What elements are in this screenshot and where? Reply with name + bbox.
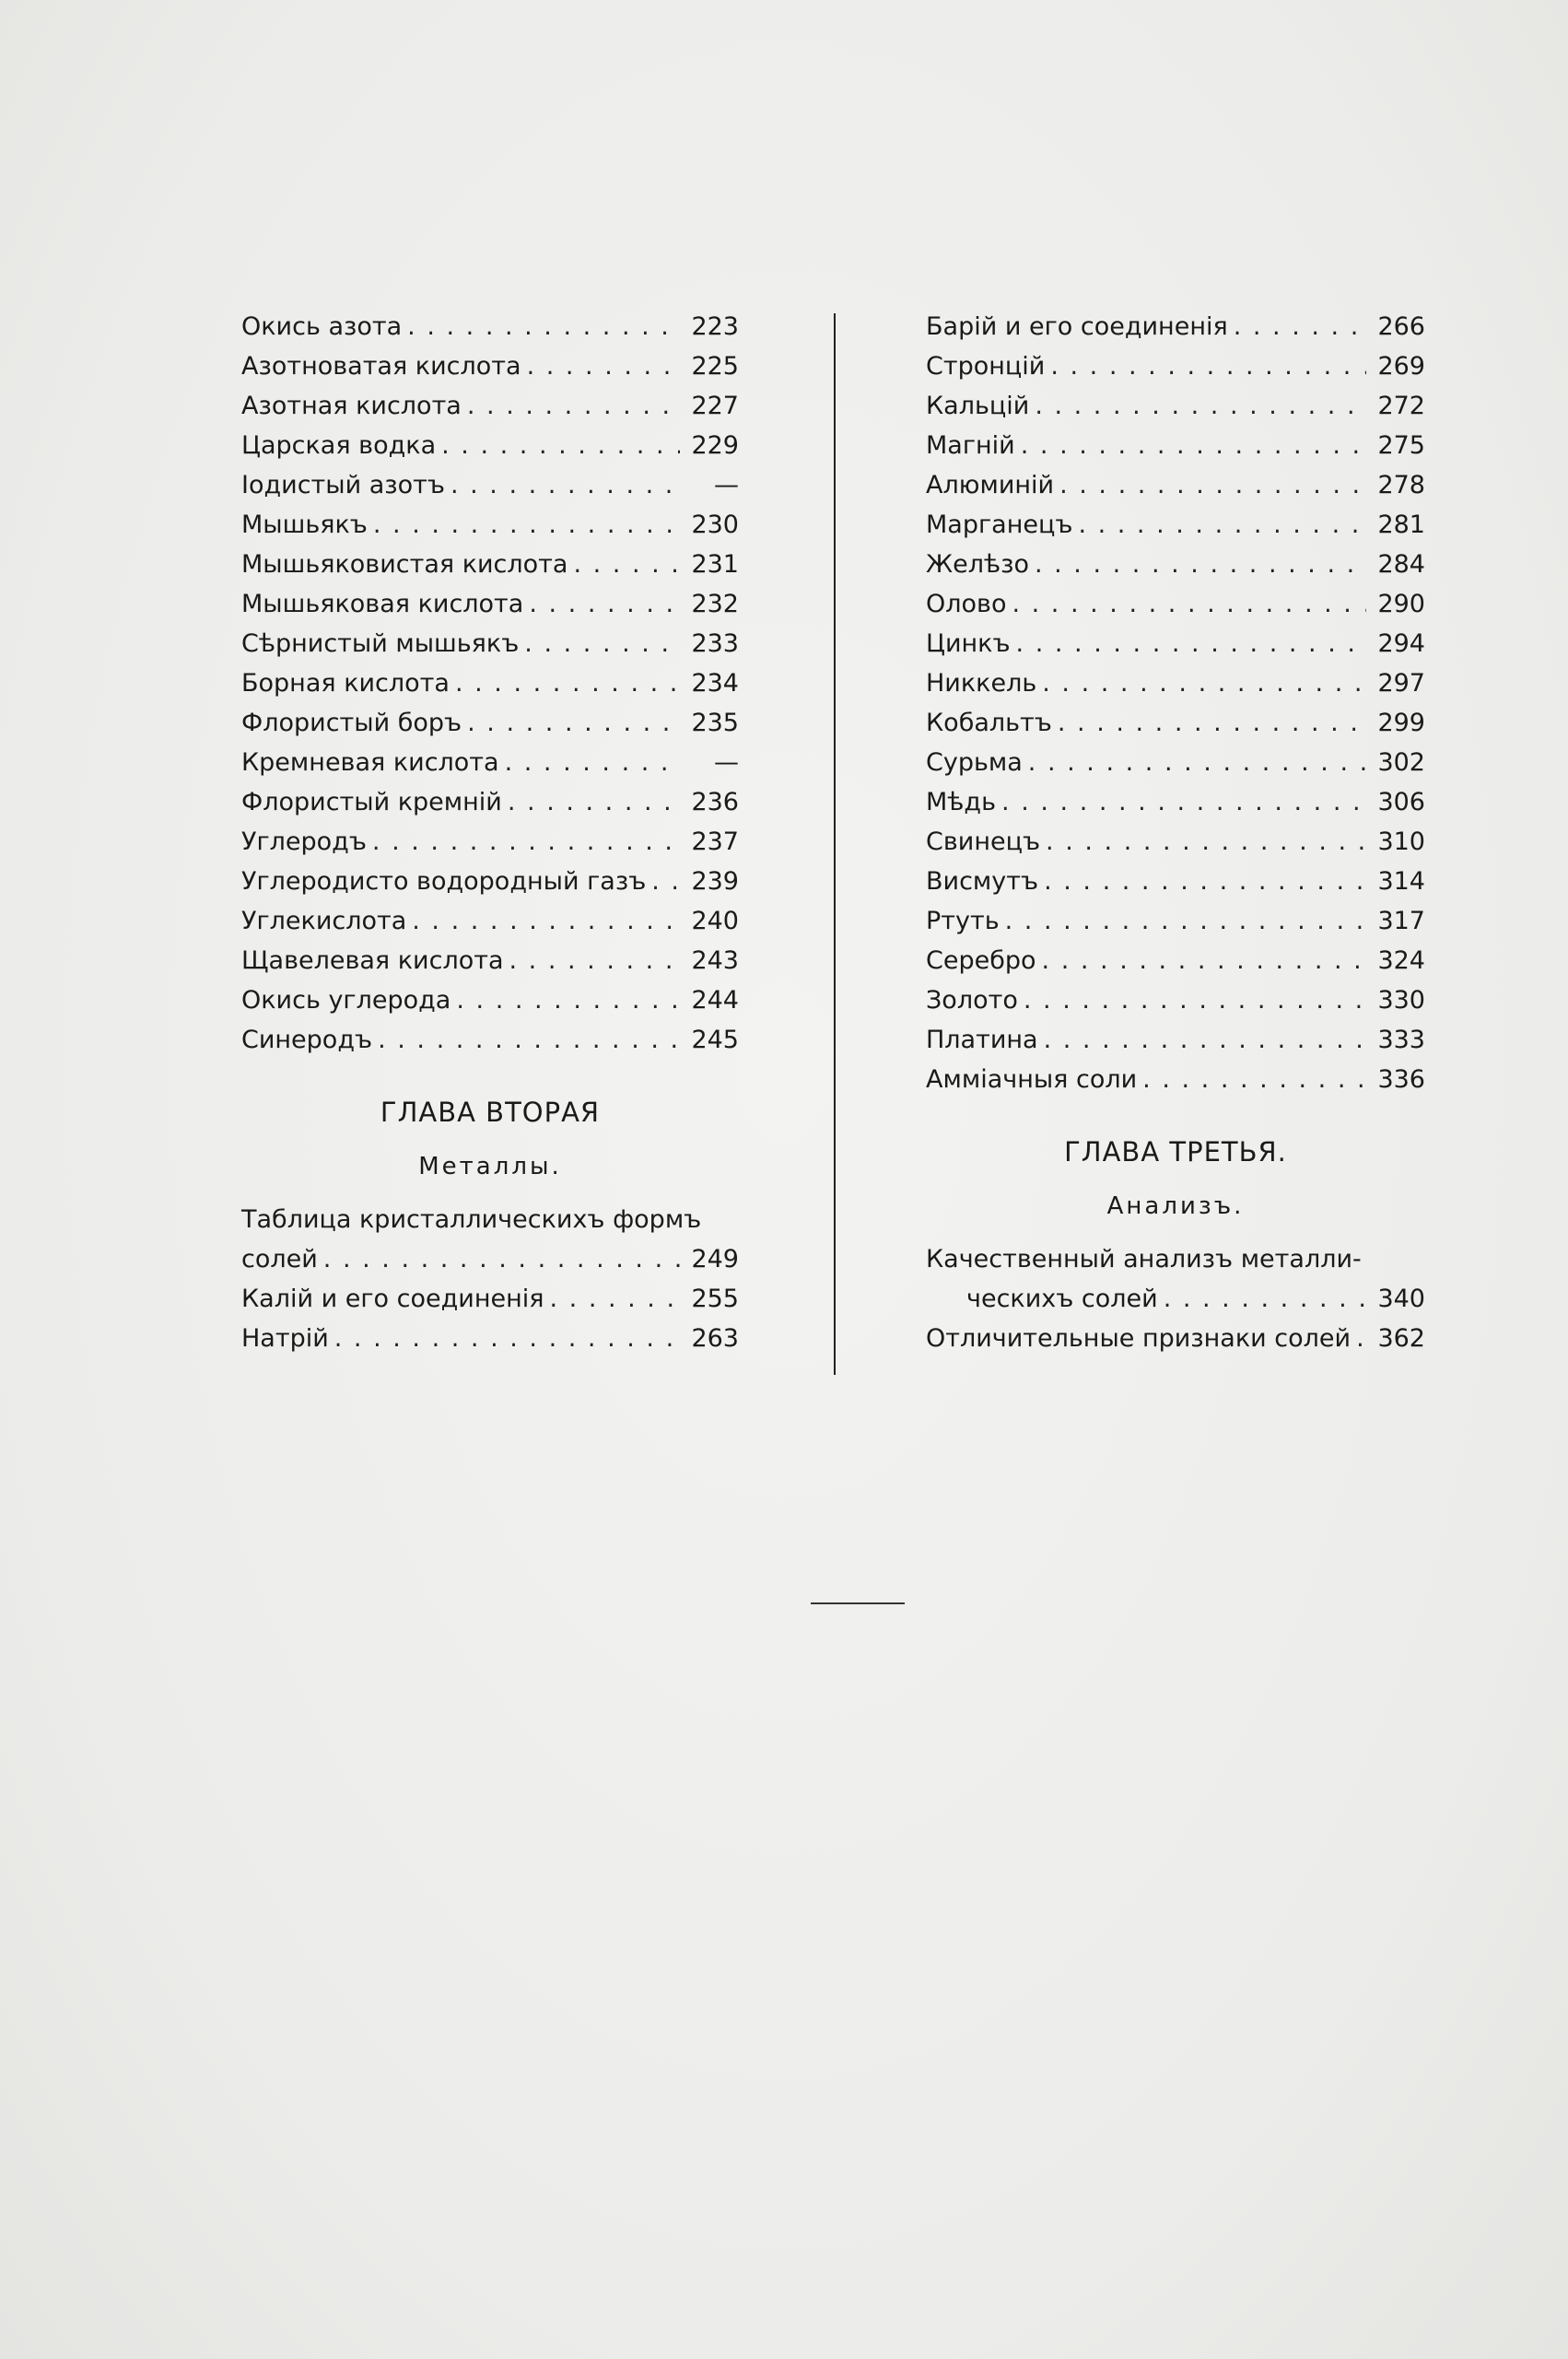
toc-entry[interactable] <box>926 465 1425 505</box>
toc-entry-distinct-signs[interactable] <box>926 1319 1425 1358</box>
dot-leader <box>407 307 680 346</box>
toc-entry[interactable] <box>241 822 739 862</box>
toc-entry-page: 225 <box>691 352 739 381</box>
toc-entry[interactable] <box>241 346 739 386</box>
dot-leader <box>467 703 680 743</box>
toc-entry-title: Отличительные признаки солей <box>926 1324 1352 1353</box>
dot-leader <box>573 545 680 584</box>
toc-entry-page: 239 <box>691 867 739 896</box>
dot-leader <box>529 584 680 624</box>
toc-entry-page: 244 <box>691 986 739 1015</box>
dot-leader <box>1078 505 1366 545</box>
dot-leader <box>1005 901 1366 941</box>
toc-entry-title: Золото <box>926 986 1018 1015</box>
dot-leader <box>1024 980 1366 1020</box>
toc-entry[interactable] <box>926 386 1425 426</box>
dot-leader <box>1356 1319 1366 1358</box>
toc-entry-page: 269 <box>1377 352 1425 381</box>
toc-entry-title: Мышьякъ <box>241 511 368 539</box>
toc-entry-page: 275 <box>1377 431 1425 460</box>
toc-entry-page: 297 <box>1377 669 1425 698</box>
toc-entry-page: 317 <box>1377 907 1425 935</box>
toc-entry[interactable] <box>241 703 739 743</box>
toc-entry-title: Царская водка <box>241 431 437 460</box>
toc-entry-page: 234 <box>691 669 739 698</box>
dot-leader <box>456 980 680 1020</box>
toc-entry[interactable] <box>241 505 739 545</box>
dot-leader <box>1050 346 1366 386</box>
end-rule <box>811 1602 905 1604</box>
dot-leader <box>1028 743 1366 782</box>
toc-entry-page: 310 <box>1377 827 1425 856</box>
toc-entry-title: Углеродъ <box>241 827 367 856</box>
dot-leader <box>1044 1020 1366 1060</box>
dot-leader <box>1234 307 1366 346</box>
dot-leader <box>508 782 680 822</box>
dot-leader <box>334 1319 680 1358</box>
toc-entry-page: 232 <box>691 590 739 618</box>
toc-entry-page: 340 <box>1377 1285 1425 1313</box>
toc-entry-page: 281 <box>1377 511 1425 539</box>
dot-leader <box>524 624 680 663</box>
dot-leader <box>412 901 680 941</box>
toc-entry[interactable] <box>926 545 1425 584</box>
dot-leader <box>372 822 680 862</box>
dot-leader <box>651 862 680 901</box>
toc-entry[interactable] <box>241 663 739 703</box>
dot-leader <box>1044 862 1366 901</box>
toc-entry-page: 243 <box>691 946 739 975</box>
dot-leader <box>455 663 680 703</box>
toc-entry-crystal-table[interactable] <box>241 1200 739 1279</box>
toc-entry-title: Іодистый азотъ <box>241 471 445 499</box>
chapter-heading-second: ГЛАВА ВТОРАЯ <box>380 1097 601 1128</box>
toc-entry-page: — <box>714 748 739 777</box>
toc-entry[interactable] <box>241 782 739 822</box>
toc-entry-page: 278 <box>1377 471 1425 499</box>
toc-entry-page: 263 <box>691 1324 739 1353</box>
dot-leader <box>1042 663 1366 703</box>
toc-entry[interactable] <box>926 980 1425 1020</box>
toc-entry[interactable] <box>241 941 739 980</box>
toc-entry-kaliy[interactable] <box>241 1279 739 1319</box>
toc-entry-title: Сурьма <box>926 748 1023 777</box>
toc-entry[interactable] <box>926 426 1425 465</box>
toc-left-column <box>241 307 739 1358</box>
toc-entry-page: 302 <box>1377 748 1425 777</box>
toc-entry[interactable] <box>926 307 1425 346</box>
toc-entry[interactable] <box>926 1020 1425 1060</box>
toc-entry-page: 230 <box>691 511 739 539</box>
toc-entry-title: Калій и его соединенія <box>241 1285 544 1313</box>
toc-entry-title: Никкель <box>926 669 1037 698</box>
dot-leader <box>378 1020 680 1060</box>
toc-entry-page: 299 <box>1377 709 1425 737</box>
toc-entry-title: Кобальтъ <box>926 709 1052 737</box>
toc-entry-title: Цинкъ <box>926 629 1011 658</box>
dot-leader <box>1035 386 1366 426</box>
toc-entry[interactable] <box>926 782 1425 822</box>
toc-entry[interactable] <box>926 743 1425 782</box>
toc-entry-title: Углекислота <box>241 907 407 935</box>
toc-entry-page: 272 <box>1377 392 1425 420</box>
toc-entry[interactable] <box>926 822 1425 862</box>
toc-entry-title: Мышьяковистая кислота <box>241 550 568 579</box>
toc-entry-title: Азотноватая кислота <box>241 352 521 381</box>
toc-entry[interactable] <box>926 505 1425 545</box>
dot-leader <box>505 743 680 782</box>
toc-entry-title: Азотная кислота <box>241 392 462 420</box>
toc-entry-page: 227 <box>691 392 739 420</box>
dot-leader <box>1042 941 1366 980</box>
dot-leader <box>527 346 680 386</box>
toc-entry-title: Олово <box>926 590 1007 618</box>
dot-leader <box>549 1279 680 1319</box>
toc-entry[interactable] <box>926 703 1425 743</box>
toc-entry-title: Натрій <box>241 1324 329 1353</box>
toc-entry-page: 324 <box>1377 946 1425 975</box>
toc-entry-page: 362 <box>1377 1324 1425 1353</box>
toc-entry-page: 333 <box>1377 1026 1425 1054</box>
toc-entry-page: 237 <box>691 827 739 856</box>
toc-entry-page: 294 <box>1377 629 1425 658</box>
toc-entry[interactable] <box>241 426 739 465</box>
dot-leader <box>373 505 680 545</box>
toc-entry-title: Щавелевая кислота <box>241 946 504 975</box>
toc-entry[interactable] <box>926 624 1425 663</box>
toc-entry[interactable] <box>926 663 1425 703</box>
toc-entry[interactable] <box>241 584 739 624</box>
column-divider <box>834 313 836 1375</box>
toc-entry-title-line2: ческихъ солей <box>966 1285 1158 1313</box>
toc-entry-title: Алюминій <box>926 471 1055 499</box>
toc-entry-page: 229 <box>691 431 739 460</box>
toc-entry-title: Барій и его соединенія <box>926 312 1228 341</box>
dot-leader <box>509 941 680 980</box>
toc-entry[interactable] <box>241 901 739 941</box>
toc-right-column <box>926 307 1425 1358</box>
toc-entry[interactable] <box>926 1060 1425 1099</box>
toc-entry-title-line2: солей <box>241 1245 318 1273</box>
toc-entry-title: Ртуть <box>926 907 1000 935</box>
dot-leader <box>1001 782 1366 822</box>
toc-entry-title: Сѣрнистый мышьякъ <box>241 629 520 658</box>
dot-leader <box>467 386 680 426</box>
toc-entry[interactable] <box>241 862 739 901</box>
toc-entry-page: 223 <box>691 312 739 341</box>
toc-entry-page: 235 <box>691 709 739 737</box>
dot-leader <box>1164 1279 1366 1319</box>
toc-entry-page: 266 <box>1377 312 1425 341</box>
toc-entry-title: Флористый кремній <box>241 788 502 816</box>
toc-entry[interactable] <box>926 941 1425 980</box>
toc-entry[interactable] <box>926 346 1425 386</box>
toc-entry[interactable] <box>926 862 1425 901</box>
toc-entry-title: Борная кислота <box>241 669 450 698</box>
dot-leader <box>1035 545 1366 584</box>
toc-entry-page: — <box>714 471 739 499</box>
dot-leader <box>1046 822 1366 862</box>
toc-entry-title: Желѣзо <box>926 550 1029 579</box>
toc-entry[interactable] <box>241 307 739 346</box>
toc-entry[interactable] <box>241 545 739 584</box>
toc-entry-title: Серебро <box>926 946 1036 975</box>
toc-entry-title: Кальцій <box>926 392 1030 420</box>
toc-entry-page: 255 <box>691 1285 739 1313</box>
toc-entry-title: Стронцій <box>926 352 1046 381</box>
section-heading-analysis: Анализъ. <box>1106 1192 1245 1220</box>
toc-entry[interactable] <box>241 465 739 505</box>
toc-entry-page: 236 <box>691 788 739 816</box>
section-heading-metals: Металлы. <box>418 1153 562 1180</box>
dot-leader <box>1016 624 1366 663</box>
toc-entry[interactable] <box>926 901 1425 941</box>
toc-entry-title: Магній <box>926 431 1015 460</box>
toc-entry-title-line1: Таблица кристаллическихъ формъ <box>241 1205 702 1234</box>
chapter-heading-third: ГЛАВА ТРЕТЬЯ. <box>1064 1136 1287 1168</box>
dot-leader <box>1142 1060 1366 1099</box>
toc-entry-page: 245 <box>691 1026 739 1054</box>
toc-left-entry-list <box>241 307 739 1060</box>
toc-entry-title: Синеродъ <box>241 1026 373 1054</box>
toc-entry-page: 306 <box>1377 788 1425 816</box>
dot-leader <box>441 426 680 465</box>
toc-entry-title: Марганецъ <box>926 511 1073 539</box>
toc-entry-title: Свинецъ <box>926 827 1041 856</box>
toc-entry-page: 233 <box>691 629 739 658</box>
toc-entry[interactable] <box>241 624 739 663</box>
toc-entry-page: 240 <box>691 907 739 935</box>
toc-entry-page: 284 <box>1377 550 1425 579</box>
dot-leader <box>1012 584 1366 624</box>
dot-leader <box>451 465 680 505</box>
toc-entry-title: Мышьяковая кислота <box>241 590 524 618</box>
toc-entry-page: 314 <box>1377 867 1425 896</box>
dot-leader <box>1021 426 1366 465</box>
toc-entry-page: 290 <box>1377 590 1425 618</box>
toc-entry-title: Углеродисто водородный газъ <box>241 867 647 896</box>
toc-entry-page: 249 <box>691 1245 739 1273</box>
toc-entry-page: 231 <box>691 550 739 579</box>
toc-entry[interactable] <box>926 584 1425 624</box>
toc-entry-title: Флористый боръ <box>241 709 462 737</box>
toc-entry-qualitative-analysis[interactable] <box>926 1239 1425 1319</box>
toc-entry-page: 330 <box>1377 986 1425 1015</box>
dot-leader <box>1058 703 1366 743</box>
toc-entry-title: Платина <box>926 1026 1038 1054</box>
toc-entry-title: Окись углерода <box>241 986 451 1015</box>
toc-entry-page: 336 <box>1377 1065 1425 1094</box>
toc-entry-title-line1: Качественный анализъ металли- <box>926 1245 1362 1273</box>
toc-entry-title: Кремневая кислота <box>241 748 499 777</box>
toc-right-entry-list <box>926 307 1425 1099</box>
toc-entry-natriy[interactable] <box>241 1319 739 1358</box>
dot-leader <box>1059 465 1366 505</box>
toc-entry-title: Аммiачныя соли <box>926 1065 1138 1094</box>
toc-entry-title: Висмутъ <box>926 867 1039 896</box>
toc-entry-title: Мѣдь <box>926 788 997 816</box>
toc-entry[interactable] <box>241 743 739 782</box>
toc-entry[interactable] <box>241 1020 739 1060</box>
dot-leader <box>323 1239 680 1279</box>
toc-entry[interactable] <box>241 980 739 1020</box>
toc-entry[interactable] <box>241 386 739 426</box>
toc-entry-title: Окись азота <box>241 312 403 341</box>
